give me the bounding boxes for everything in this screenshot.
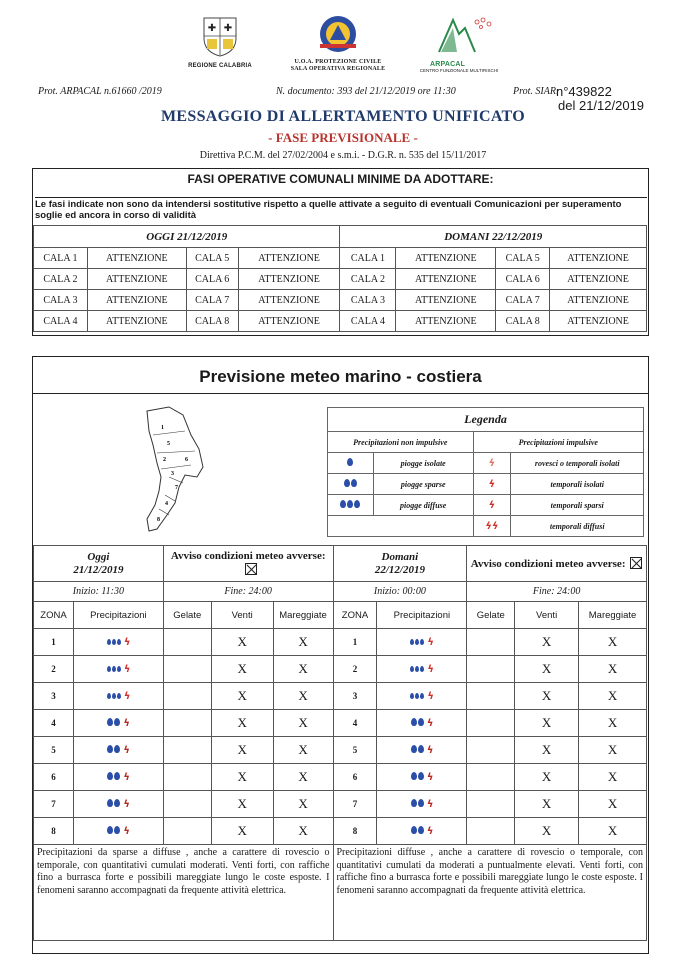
svg-text:✚: ✚ — [207, 23, 217, 34]
fase-cell: ATTENZIONE — [87, 290, 186, 311]
precip-sparse-icon: ϟ — [377, 764, 467, 791]
venti-cell: X — [211, 629, 273, 656]
rain-drops-three-icon — [328, 495, 374, 516]
table-row — [34, 791, 647, 818]
mareggiate-cell: X — [579, 683, 647, 710]
legenda-item: temporali diffusi — [511, 516, 644, 537]
regione-calabria-emblem-icon — [200, 14, 240, 58]
col-venti: Venti — [515, 602, 579, 629]
domani-inizio: Inizio: 00:00 — [333, 582, 467, 602]
zona-cell: 3 — [333, 683, 377, 710]
col-gelate: Gelate — [163, 602, 211, 629]
venti-cell: X — [211, 656, 273, 683]
mareggiate-cell: X — [273, 791, 333, 818]
oggi-avviso-label: Avviso condizioni meteo avverse: — [170, 550, 326, 562]
gelate-cell — [163, 791, 211, 818]
zona-cell: 4 — [34, 710, 74, 737]
venti-cell: X — [211, 683, 273, 710]
precip-isolate-icon: ϟ — [377, 629, 467, 656]
fase-cell: ATTENZIONE — [238, 311, 340, 332]
col-mareggiate: Mareggiate — [273, 602, 333, 629]
desc-oggi: Precipitazioni da sparse a diffuse , anche a carattere di rovescio o temporale, con quantitativi cumulati moderati. Venti forti, con raffiche fino a burrasca forte e possibili mareggiate lungo le coste esposte. I fenomeni saranno accompagnati da frequente attività elettrica. — [34, 845, 334, 941]
zona-cell: 5 — [333, 737, 377, 764]
mareggiate-cell: X — [273, 764, 333, 791]
mareggiate-cell: X — [273, 818, 333, 845]
venti-cell: X — [211, 764, 273, 791]
col-precipitazioni: Precipitazioni — [377, 602, 467, 629]
fasi-operative-box — [32, 168, 649, 336]
precip-sparse-icon: ϟ — [73, 818, 163, 845]
siar-number: n°439822 — [556, 84, 612, 99]
fase-cell: ATTENZIONE — [87, 269, 186, 290]
arpacal-subtitle: CENTRO FUNZIONALE MULTIRISCHI — [419, 68, 499, 73]
directive-reference: Direttiva P.C.M. del 27/02/2004 e s.m.i. - D.G.R. n. 535 del 15/11/2017 — [199, 150, 487, 161]
cala-cell: CALA 1 — [34, 248, 88, 269]
previsione-box — [32, 356, 649, 954]
gelate-cell — [467, 656, 515, 683]
cala-cell: CALA 8 — [186, 311, 238, 332]
fase-cell: ATTENZIONE — [87, 248, 186, 269]
table-row — [34, 683, 647, 710]
zona-cell: 1 — [333, 629, 377, 656]
precip-sparse-icon: ϟ — [73, 791, 163, 818]
oggi-label: Oggi — [87, 550, 110, 563]
gelate-cell — [163, 818, 211, 845]
fase-cell: ATTENZIONE — [550, 248, 647, 269]
zona-cell: 8 — [333, 818, 377, 845]
protezione-civile-line1: U.O.A. PROTEZIONE CIVILE — [294, 59, 382, 65]
map-zone-label: 4 — [165, 501, 168, 507]
fase-cell: ATTENZIONE — [550, 290, 647, 311]
precip-sparse-icon: ϟ — [73, 764, 163, 791]
forecast-time-row — [34, 582, 647, 602]
regione-calabria-logo — [180, 14, 260, 70]
venti-cell: X — [515, 764, 579, 791]
gelate-cell — [163, 710, 211, 737]
precip-isolate-icon: ϟ — [73, 656, 163, 683]
venti-cell: X — [515, 656, 579, 683]
map-zone-label: 5 — [167, 441, 170, 447]
gelate-cell — [467, 818, 515, 845]
protezione-civile-logo — [282, 14, 394, 73]
precip-isolate-icon: ϟ — [377, 683, 467, 710]
cala-cell: CALA 6 — [496, 269, 550, 290]
mareggiate-cell: X — [579, 764, 647, 791]
venti-cell: X — [515, 737, 579, 764]
fase-cell: ATTENZIONE — [396, 269, 496, 290]
map-zone-label: 8 — [157, 517, 160, 523]
legenda-table — [327, 407, 644, 537]
col-zona: ZONA — [333, 602, 377, 629]
zona-cell: 7 — [333, 791, 377, 818]
zona-cell: 7 — [34, 791, 74, 818]
col-zona: ZONA — [34, 602, 74, 629]
protezione-civile-emblem-icon — [316, 14, 360, 54]
oggi-fine: Fine: 24:00 — [163, 582, 333, 602]
fase-cell: ATTENZIONE — [396, 290, 496, 311]
zona-cell: 5 — [34, 737, 74, 764]
domani-avviso-label: Avviso condizioni meteo avverse: — [470, 557, 626, 570]
venti-cell: X — [515, 683, 579, 710]
map-zone-label: 3 — [171, 471, 174, 477]
arpacal-logo — [412, 14, 506, 74]
legenda-item: rovesci o temporali isolati — [511, 453, 644, 474]
cala-cell: CALA 8 — [496, 311, 550, 332]
oggi-avviso — [163, 546, 333, 582]
page-title: MESSAGGIO DI ALLERTAMENTO UNIFICATO — [161, 108, 525, 125]
forecast-table — [33, 545, 647, 941]
table-row — [34, 737, 647, 764]
col-precipitazioni: Precipitazioni — [73, 602, 163, 629]
mareggiate-cell: X — [579, 710, 647, 737]
cala-cell: CALA 7 — [496, 290, 550, 311]
precip-sparse-icon: ϟ — [73, 737, 163, 764]
gelate-cell — [467, 791, 515, 818]
fase-cell: ATTENZIONE — [238, 269, 340, 290]
mareggiate-cell: X — [273, 656, 333, 683]
cala-cell: CALA 2 — [340, 269, 396, 290]
venti-cell: X — [515, 818, 579, 845]
rain-drop-icon — [328, 453, 374, 474]
table-row — [34, 248, 647, 269]
map-zone-label: 6 — [185, 457, 188, 463]
fase-cell: ATTENZIONE — [396, 248, 496, 269]
table-row — [34, 311, 647, 332]
venti-cell: X — [515, 710, 579, 737]
cala-cell: CALA 4 — [34, 311, 88, 332]
lightning-double-icon: ϟϟ — [473, 516, 511, 537]
gelate-cell — [467, 683, 515, 710]
mareggiate-cell: X — [273, 629, 333, 656]
col-venti: Venti — [211, 602, 273, 629]
legenda-col-non-impulsive: Precipitazioni non impulsive — [328, 432, 474, 453]
svg-text:✚: ✚ — [223, 23, 233, 34]
arpacal-name: ARPACAL — [430, 61, 466, 68]
venti-cell: X — [211, 737, 273, 764]
legenda-item: piogge isolate — [373, 453, 473, 474]
col-mareggiate: Mareggiate — [579, 602, 647, 629]
regione-calabria-label: REGIONE CALABRIA — [188, 63, 252, 69]
precip-isolate-icon: ϟ — [377, 656, 467, 683]
gelate-cell — [163, 629, 211, 656]
domani-header: DOMANI 22/12/2019 — [340, 226, 647, 248]
venti-cell: X — [515, 629, 579, 656]
cala-cell: CALA 3 — [34, 290, 88, 311]
venti-cell: X — [211, 791, 273, 818]
fase-cell: ATTENZIONE — [396, 311, 496, 332]
zona-cell: 8 — [34, 818, 74, 845]
zona-cell: 6 — [34, 764, 74, 791]
prot-arpacal: Prot. ARPACAL n.61660 /2019 — [38, 86, 162, 97]
gelate-cell — [163, 764, 211, 791]
mareggiate-cell: X — [579, 737, 647, 764]
zona-cell: 2 — [34, 656, 74, 683]
map-zone-label: 7 — [175, 485, 178, 491]
fasi-operative-title: FASI OPERATIVE COMUNALI MINIME DA ADOTTARE: — [187, 172, 494, 186]
fase-cell: ATTENZIONE — [87, 311, 186, 332]
avviso-checkbox — [630, 557, 642, 569]
gelate-cell — [163, 656, 211, 683]
mareggiate-cell: X — [579, 629, 647, 656]
legenda-title: Legenda — [328, 408, 644, 432]
zona-cell: 1 — [34, 629, 74, 656]
fase-cell: ATTENZIONE — [238, 290, 340, 311]
arpacal-emblem-icon — [419, 14, 499, 56]
lightning-outline-icon: ϟ — [473, 453, 511, 474]
cala-cell: CALA 4 — [340, 311, 396, 332]
fasi-day-header-row — [34, 226, 647, 248]
legenda-item: temporali isolati — [511, 474, 644, 495]
fasi-operative-table — [33, 225, 647, 332]
forecast-header-row — [34, 546, 647, 582]
cala-cell: CALA 7 — [186, 290, 238, 311]
table-row — [34, 656, 647, 683]
mareggiate-cell: X — [273, 683, 333, 710]
mareggiate-cell: X — [579, 791, 647, 818]
page-subtitle: - FASE PREVISIONALE - — [268, 130, 418, 145]
calabria-zone-map — [139, 405, 219, 535]
zona-cell: 2 — [333, 656, 377, 683]
avviso-checkbox — [245, 563, 257, 575]
gelate-cell — [467, 764, 515, 791]
domani-heading — [333, 546, 467, 582]
gelate-cell — [467, 629, 515, 656]
previsione-title: Previsione meteo marino - costiera — [199, 367, 482, 386]
zona-cell: 4 — [333, 710, 377, 737]
map-zone-label: 1 — [161, 425, 164, 431]
zona-cell: 3 — [34, 683, 74, 710]
oggi-heading — [34, 546, 164, 582]
lightning-icon: ϟ — [473, 474, 511, 495]
mareggiate-cell: X — [273, 710, 333, 737]
gelate-cell — [467, 710, 515, 737]
cala-cell: CALA 5 — [186, 248, 238, 269]
prot-siar-label: Prot. SIAR: — [513, 86, 560, 97]
oggi-date: 21/12/2019 — [73, 563, 124, 576]
rain-drops-two-icon — [328, 474, 374, 495]
venti-cell: X — [211, 710, 273, 737]
legenda-item: temporali sparsi — [511, 495, 644, 516]
precip-isolate-icon: ϟ — [73, 629, 163, 656]
forecast-description-row — [34, 845, 647, 941]
venti-cell: X — [515, 791, 579, 818]
oggi-inizio: Inizio: 11:30 — [34, 582, 164, 602]
domani-avviso — [467, 546, 647, 582]
domani-fine: Fine: 24:00 — [467, 582, 647, 602]
col-gelate: Gelate — [467, 602, 515, 629]
gelate-cell — [467, 737, 515, 764]
map-zone-label: 2 — [163, 457, 166, 463]
legenda-item: piogge diffuse — [373, 495, 473, 516]
fase-cell: ATTENZIONE — [238, 248, 340, 269]
table-row — [34, 269, 647, 290]
siar-date: del 21/12/2019 — [558, 98, 645, 113]
table-row — [34, 290, 647, 311]
protezione-civile-line2: SALA OPERATIVA REGIONALE — [290, 66, 386, 72]
gelate-cell — [163, 683, 211, 710]
table-row — [34, 629, 647, 656]
table-row — [34, 818, 647, 845]
precip-sparse-icon: ϟ — [377, 818, 467, 845]
precip-sparse-icon: ϟ — [377, 737, 467, 764]
gelate-cell — [163, 737, 211, 764]
precip-sparse-icon: ϟ — [73, 710, 163, 737]
previsione-divider — [33, 393, 648, 394]
cala-cell: CALA 3 — [340, 290, 396, 311]
mareggiate-cell: X — [273, 737, 333, 764]
oggi-header: OGGI 21/12/2019 — [34, 226, 340, 248]
cala-cell: CALA 5 — [496, 248, 550, 269]
forecast-column-header-row — [34, 602, 647, 629]
lightning-icon: ϟ — [473, 495, 511, 516]
cala-cell: CALA 6 — [186, 269, 238, 290]
domani-date: 22/12/2019 — [374, 563, 425, 576]
precip-sparse-icon: ϟ — [377, 791, 467, 818]
table-row — [34, 710, 647, 737]
cala-cell: CALA 1 — [340, 248, 396, 269]
precip-isolate-icon: ϟ — [73, 683, 163, 710]
domani-label: Domani — [381, 550, 419, 563]
desc-domani: Precipitazioni diffuse , anche a carattere di rovescio o temporale, con quantitativi cumulati da moderati a puntualmente elevati. Venti forti, con raffiche fino a burrasca forte e possibili mareggiate lungo le coste esposte. I fenomeni saranno accompagnati da frequente attività elettrica. — [333, 845, 647, 941]
fase-cell: ATTENZIONE — [550, 311, 647, 332]
fase-cell: ATTENZIONE — [550, 269, 647, 290]
numero-documento: N. documento: 393 del 21/12/2019 ore 11:30 — [276, 86, 456, 97]
mareggiate-cell: X — [579, 656, 647, 683]
zona-cell: 6 — [333, 764, 377, 791]
legenda-col-impulsive: Precipitazioni impulsive — [473, 432, 643, 453]
cala-cell: CALA 2 — [34, 269, 88, 290]
venti-cell: X — [211, 818, 273, 845]
precip-sparse-icon: ϟ — [377, 710, 467, 737]
table-row — [34, 764, 647, 791]
legenda-item: piogge sparse — [373, 474, 473, 495]
fasi-operative-note: Le fasi indicate non sono da intendersi sostitutive rispetto a quelle attivate a seguito di eventuali Comunicazioni per superamento soglie ed ancora in corso di validità — [35, 197, 647, 221]
mareggiate-cell: X — [579, 818, 647, 845]
